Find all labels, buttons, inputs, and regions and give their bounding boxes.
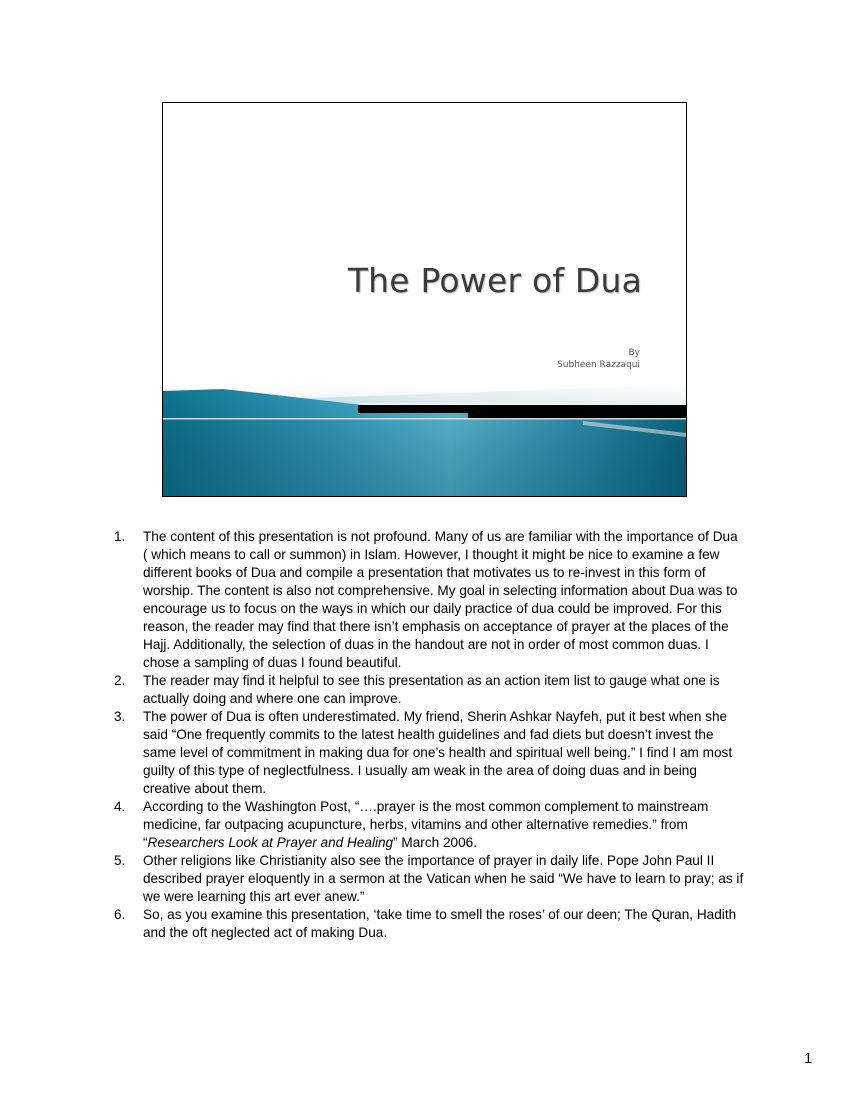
list-item (114, 798, 744, 852)
list-item-number: 3. (114, 709, 126, 724)
list-item (114, 852, 744, 906)
article-title: Researchers Look at Prayer and Healing (147, 835, 394, 850)
slide-title: The Power of Dua (347, 261, 642, 300)
list-item-number: 6. (114, 907, 126, 922)
list-item (114, 528, 744, 672)
list-item-text: The content of this presentation is not profound. Many of us are familiar with the importance of Dua ( which means to call or summon) in Islam. However, I thought it might be nice to examine a few different books of Dua and compile a presentation that motivates us to re-invest in this form of worship. The content is also not comprehensive. My goal in selecting information about Dua was to encourage us to focus on the ways in which our daily practice of dua could be improved. For this reason, the reader may find that there isn’t emphasis on acceptance of prayer at the places of the Hajj. Additionally, the selection of duas in the handout are not in order of most common duas. I chose a sampling of duas I found beautiful. (143, 529, 738, 670)
speaker-notes-list (114, 528, 744, 942)
slide-author: Subheen Razzaqui (557, 360, 640, 370)
slide-wave-decoration (163, 385, 686, 497)
list-item-text: So, as you examine this presentation, ‘take time to smell the roses’ of our deen; The Quran, Hadith and the oft neglected act of making Dua. (143, 907, 737, 940)
list-item-text: Other religions like Christianity also see the importance of prayer in daily life. Pope John Paul II described prayer eloquently in a sermon at the Vatican when he said “We have to learn to pray; as if we were learning this art ever anew.” (143, 853, 744, 904)
list-item (114, 708, 744, 798)
page-number: 1 (804, 1050, 813, 1067)
list-item-text: The reader may find it helpful to see this presentation as an action item list to gauge what one is actually doing and where one can improve. (143, 673, 720, 706)
list-item-text: The power of Dua is often underestimated. My friend, Sherin Ashkar Nayfeh, put it best when she said “One frequently commits to the latest health guidelines and fad diets but doesn’t invest the same level of commitment in making dua for one’s health and spiritual well being.” I find I am most guilty of this type of neglectfulness. I usually am weak in the area of doing duas and in being creative about them. (143, 709, 733, 796)
list-item-number: 4. (114, 799, 126, 814)
slide-thumbnail (162, 102, 687, 497)
list-item-number: 1. (114, 529, 126, 544)
list-item (114, 906, 744, 942)
list-item (114, 672, 744, 708)
list-item-text-end: ” March 2006. (393, 835, 477, 850)
list-item-number: 2. (114, 673, 126, 688)
slide-by-label: By (628, 348, 640, 358)
list-item-text: According to the Washington Post, “….prayer is the most common complement to mainstream medicine, far outpacing acupuncture, herbs, vitamins and other alternative remedies.” from “ (143, 799, 709, 850)
list-item-number: 5. (114, 853, 126, 868)
